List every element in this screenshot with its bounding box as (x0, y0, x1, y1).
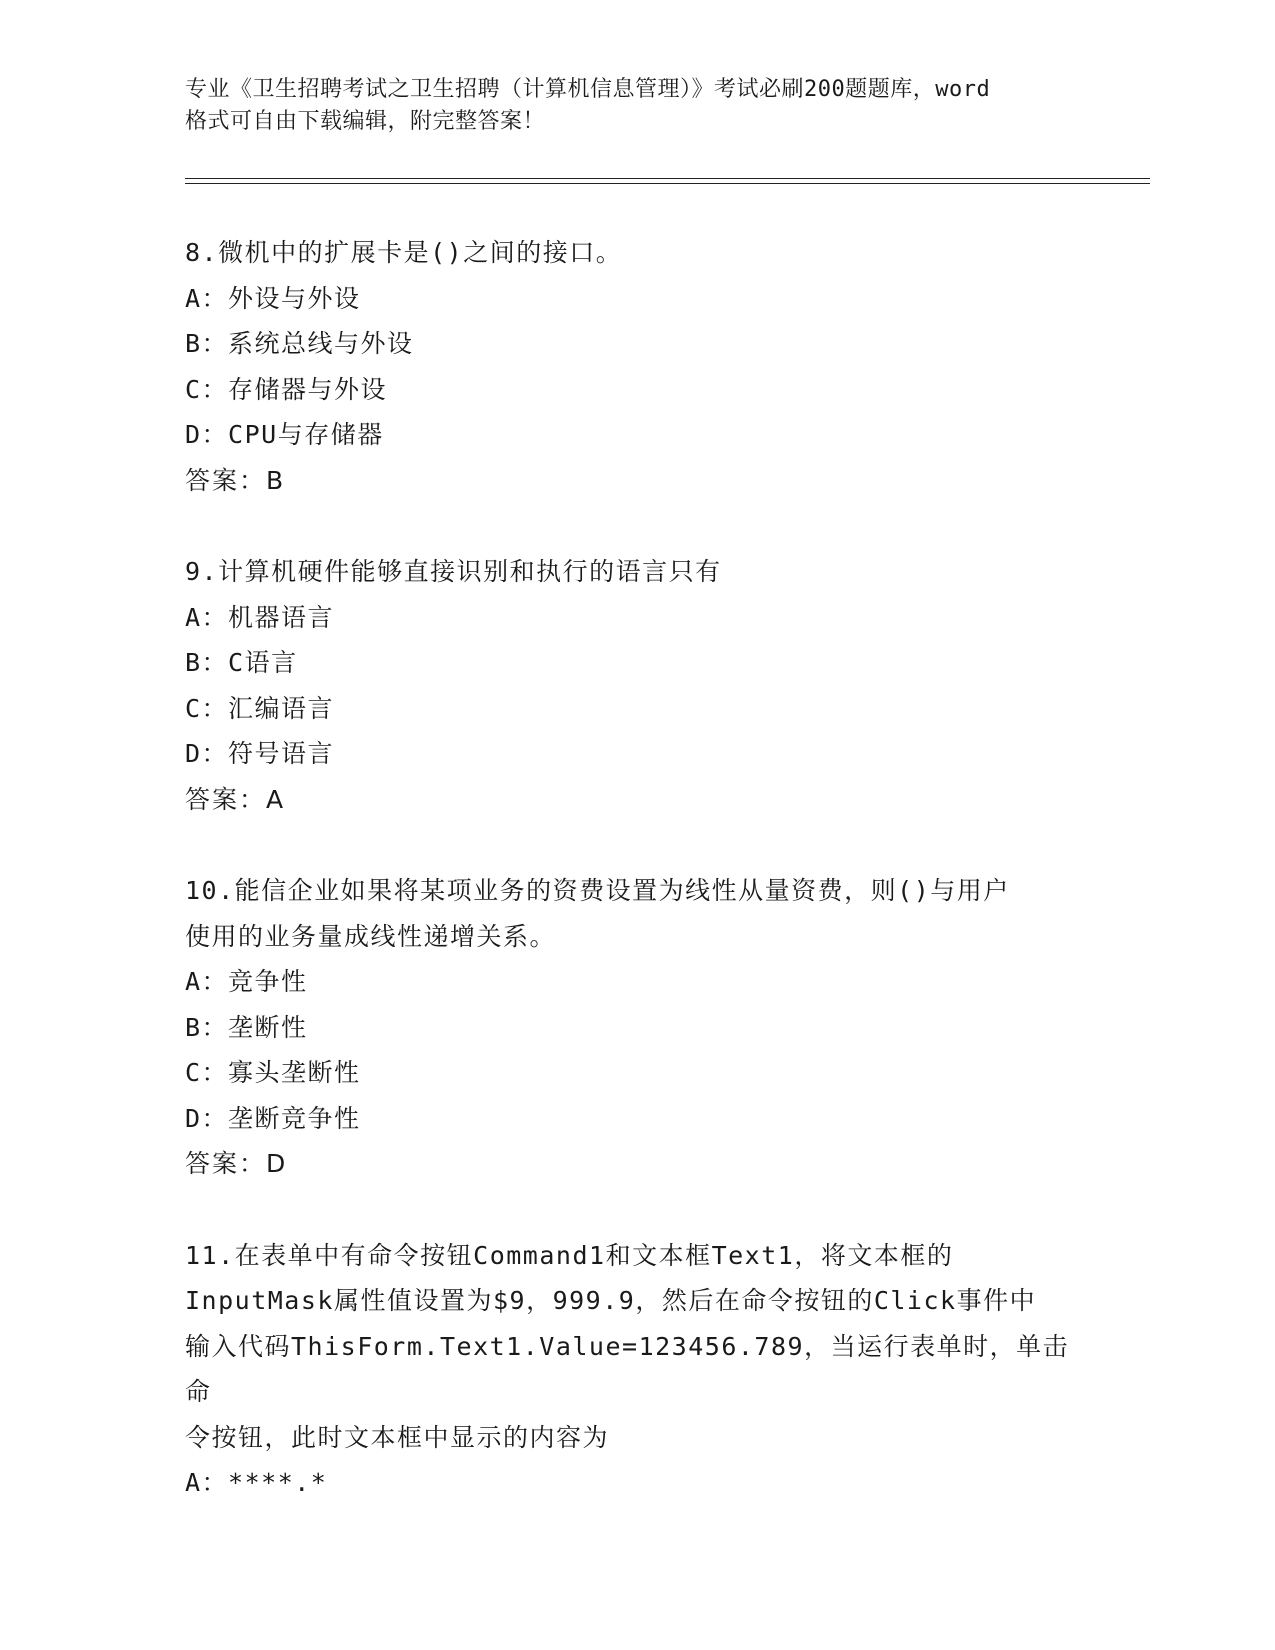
answer: 答案：B (185, 465, 286, 495)
option-a: A：外设与外设 (185, 283, 361, 313)
question-text-line-2: InputMask属性值设置为$9，999.9，然后在命令按钮的Click事件中 (185, 1286, 1037, 1315)
question-text-line-1: 10.能信企业如果将某项业务的资费设置为线性从量资费，则()与用户 (185, 876, 1010, 905)
option-d: D：CPU与存储器 (185, 420, 384, 449)
option-b: B：系统总线与外设 (185, 329, 414, 358)
option-a: A：****.* (185, 1468, 328, 1497)
header-divider-top (185, 178, 1150, 179)
option-b: B：C语言 (185, 648, 298, 677)
question-9 (185, 549, 1085, 822)
question-text: 8.微机中的扩展卡是()之间的接口。 (185, 238, 623, 267)
question-text-line-4: 令按钮，此时文本框中显示的内容为 (185, 1422, 610, 1452)
option-c: C：汇编语言 (185, 693, 335, 723)
question-10 (185, 868, 1085, 1187)
question-text-line-2: 使用的业务量成线性递增关系。 (185, 921, 557, 951)
header-line-2: 格式可自由下载编辑，附完整答案！ (185, 109, 546, 134)
question-11 (185, 1233, 1085, 1506)
question-text-line-3: 输入代码ThisForm.Text1.Value=123456.789，当运行表单时，单击命 (185, 1331, 1070, 1406)
option-c: C：存储器与外设 (185, 374, 388, 404)
question-text: 9.计算机硬件能够直接识别和执行的语言只有 (185, 557, 722, 586)
option-a: A：竞争性 (185, 967, 308, 996)
question-8 (185, 230, 1085, 503)
question-list (185, 230, 1085, 1552)
option-d: D：垄断竞争性 (185, 1103, 361, 1133)
option-a: A：机器语言 (185, 602, 335, 632)
answer: 答案：D (185, 1149, 288, 1178)
answer: 答案：A (185, 784, 286, 814)
option-b: B：垄断性 (185, 1012, 308, 1042)
header-line-1: 专业《卫生招聘考试之卫生招聘（计算机信息管理）》考试必刷200题题库，word (185, 77, 991, 102)
question-text-line-1: 11.在表单中有命令按钮Command1和文本框Text1，将文本框的 (185, 1240, 954, 1270)
option-c: C：寡头垄断性 (185, 1058, 361, 1087)
option-d: D：符号语言 (185, 739, 335, 768)
header-divider-bottom (185, 183, 1150, 184)
document-header (185, 74, 1085, 138)
